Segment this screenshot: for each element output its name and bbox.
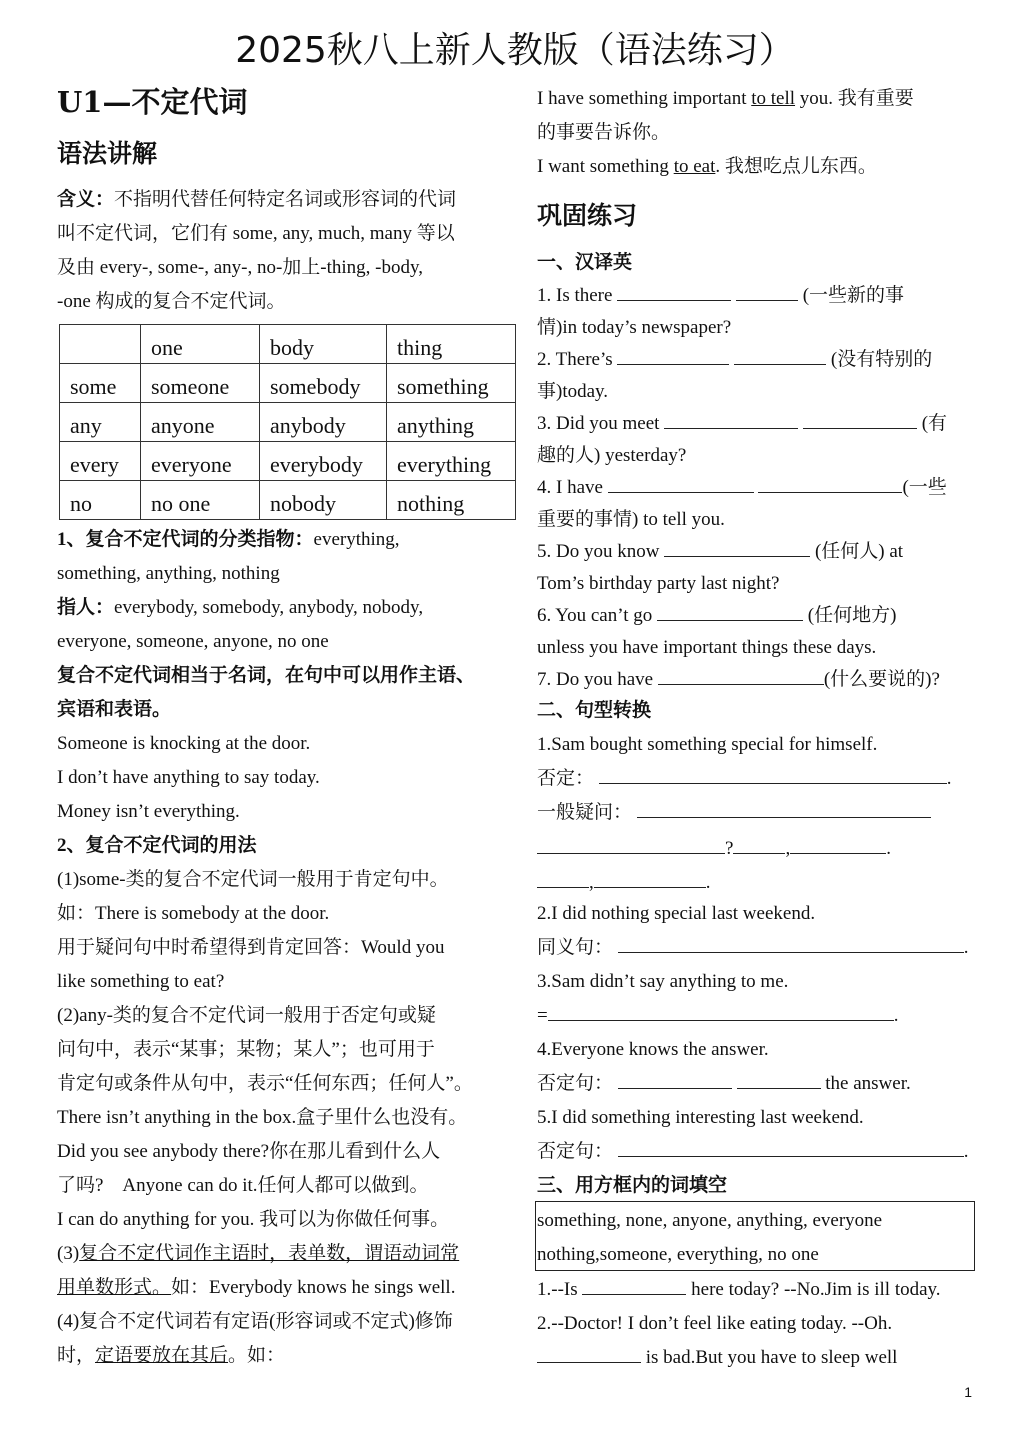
table-cell: body [260, 325, 387, 364]
answer-blank[interactable] [658, 668, 824, 685]
table-cell: no [60, 481, 141, 520]
answer-blank[interactable] [617, 284, 731, 301]
answer-blank[interactable] [737, 1072, 821, 1089]
example-line: Money isn’t everything. [57, 801, 240, 822]
text-line: 宾语和表语。 [57, 699, 172, 720]
text: 一般疑问： [537, 802, 633, 823]
table-cell: nobody [260, 481, 387, 520]
text-line: 趣的人) yesterday? [537, 445, 687, 466]
part-heading: 二、句型转换 [537, 700, 652, 721]
example-line: I don’t have anything to say today. [57, 767, 320, 788]
table-cell: everything [387, 442, 516, 481]
table-cell: thing [387, 325, 516, 364]
answer-blank[interactable] [617, 348, 729, 365]
text-line [57, 1276, 455, 1300]
text-line: Did you see anybody there?你在那儿看到什么人 [57, 1141, 441, 1162]
compound-pronoun-table [59, 324, 516, 520]
table-cell: every [60, 442, 141, 481]
table-row [60, 481, 516, 520]
table-cell: no one [141, 481, 260, 520]
table-cell: one [141, 325, 260, 364]
text: 1. Is there [537, 285, 613, 306]
table-cell: some [60, 364, 141, 403]
text-line: 重要的事情) to tell you. [537, 509, 725, 530]
text-line: I can do anything for you. 我可以为你做任何事。 [57, 1209, 450, 1230]
example-line: Someone is knocking at the door. [57, 733, 311, 754]
text: 5. Do you know [537, 541, 660, 562]
text-line: 事)today. [537, 381, 609, 402]
answer-blank[interactable] [618, 1072, 732, 1089]
text: is bad.But you have to sleep well [645, 1347, 898, 1368]
answer-blank[interactable] [582, 1278, 686, 1295]
text-line [57, 596, 423, 620]
table-cell: anything [387, 403, 516, 442]
text-line: 3.Sam didn’t say anything to me. [537, 971, 789, 992]
text: (有 [921, 413, 948, 434]
text: (一些新的事 [802, 285, 905, 306]
text: 6. You can’t go [537, 605, 653, 626]
text-line: 5.I did something interesting last weekend. [537, 1107, 864, 1128]
answer-blank[interactable] [548, 1004, 894, 1021]
table-cell: somebody [260, 364, 387, 403]
text-line: 问句中，表示“某事；某物；某人”；也可用于 [57, 1039, 435, 1060]
word-box-line: nothing,someone, everything, no one [537, 1244, 819, 1265]
meaning-line: 叫不定代词，它们有 some, any, much, many 等以 [57, 223, 455, 244]
table-cell: something [387, 364, 516, 403]
text: 如：Everybody knows he sings well. [171, 1277, 456, 1298]
answer-blank[interactable] [664, 540, 810, 557]
bold-label: 指人： [57, 597, 115, 618]
text-line: 用于疑问句中时希望得到肯定回答：Would you [57, 937, 445, 958]
text-line [57, 528, 400, 552]
text: (3) [57, 1243, 80, 1264]
answer-blank[interactable] [618, 936, 964, 953]
answer-blank[interactable] [537, 871, 589, 888]
meaning-line: -one 构成的复合不定代词。 [57, 291, 286, 312]
underlined-text: 复合不定代词作主语时，表单数，谓语动词常 [79, 1243, 460, 1264]
answer-blank[interactable] [803, 412, 917, 429]
answer-blank[interactable] [790, 837, 886, 854]
answer-blank[interactable] [537, 837, 725, 854]
text: 否定： [537, 768, 595, 789]
table-row [60, 442, 516, 481]
text-line: 肯定句或条件从句中，表示“任何东西；任何人”。 [57, 1073, 473, 1094]
text: you. 我有重要 [795, 88, 914, 109]
section-heading-practice: 巩固练习 [537, 201, 638, 230]
text: (没有特别的 [830, 349, 933, 370]
text: 4. I have [537, 477, 603, 498]
table-cell: nothing [387, 481, 516, 520]
text-line: 的事要告诉你。 [537, 122, 671, 143]
text: 时， [57, 1345, 96, 1366]
text-line: 2.I did nothing special last weekend. [537, 903, 816, 924]
unit-heading: U1—不定代词 [57, 85, 248, 119]
answer-blank[interactable] [734, 348, 826, 365]
question-4 [537, 476, 947, 500]
text: 否定句： [537, 1073, 614, 1094]
text: (什么要说的)? [823, 669, 940, 690]
text-line: (4)复合不定代词若有定语(形容词或不定式)修饰 [57, 1311, 453, 1332]
answer-blank[interactable] [664, 412, 798, 429]
text-line: everyone, someone, anyone, no one [57, 631, 329, 652]
text-line: 了吗? Anyone can do it.任何人都可以做到。 [57, 1175, 429, 1196]
answer-blank[interactable] [637, 801, 931, 818]
table-cell: anybody [260, 403, 387, 442]
table-row [60, 364, 516, 403]
answer-blank[interactable] [657, 604, 803, 621]
word-box-line: something, none, anyone, anything, everyone [537, 1210, 883, 1231]
underlined-text: 定语要放在其后 [95, 1345, 229, 1366]
text: here today? --No.Jim is ill today. [691, 1279, 941, 1300]
text: . 我想吃点儿东西。 [715, 156, 877, 177]
meaning-line [57, 188, 456, 212]
question-2 [537, 348, 932, 372]
answer-blank[interactable] [758, 476, 902, 493]
question-5 [537, 540, 903, 564]
text: (任何人) at [814, 541, 904, 562]
table-cell: anyone [141, 403, 260, 442]
text: I want something [537, 156, 674, 177]
answer-blank[interactable] [608, 476, 754, 493]
meaning-text: 不指明代替任何特定名词或形容词的代词 [114, 189, 457, 210]
text-line [57, 1344, 285, 1368]
part-heading: 三、用方框内的词填空 [537, 1175, 728, 1196]
text-line: There isn’t anything in the box.盒子里什么也没有。 [57, 1107, 468, 1128]
table-cell: any [60, 403, 141, 442]
question-line [537, 1278, 941, 1302]
text-line: 1.Sam bought something special for himself. [537, 734, 878, 755]
text: 3. Did you meet [537, 413, 660, 434]
underlined-text: 用单数形式。 [57, 1277, 172, 1298]
text-line: 4.Everyone knows the answer. [537, 1039, 769, 1060]
text-line: 复合不定代词相当于名词，在句中可以用作主语、 [57, 665, 476, 686]
meaning-label: 含义： [57, 189, 115, 210]
answer-blank[interactable] [733, 837, 785, 854]
table-cell [60, 325, 141, 364]
question-line [537, 1072, 911, 1096]
answer-blank[interactable] [537, 1346, 641, 1363]
text-line: 2、复合不定代词的用法 [57, 835, 257, 856]
answer-blank[interactable] [736, 284, 798, 301]
table-cell: someone [141, 364, 260, 403]
question-line [537, 801, 931, 825]
answer-blank[interactable] [594, 871, 706, 888]
question-line: , . [537, 871, 711, 895]
question-line: 否定： . [537, 768, 952, 789]
question-line [537, 1346, 897, 1370]
question-6 [537, 604, 896, 628]
text-line [537, 155, 877, 179]
text-line: 如：There is somebody at the door. [57, 903, 330, 924]
text-line [57, 1242, 459, 1266]
table-row [60, 403, 516, 442]
text: (任何地方) [807, 605, 897, 626]
text: everything, [313, 529, 400, 550]
text: = [537, 1005, 548, 1026]
text: everybody, somebody, anybody, nobody, [114, 597, 424, 618]
text: 。如： [228, 1345, 286, 1366]
text-line [537, 87, 914, 111]
text-line: 2.--Doctor! I don’t feel like eating today. --Oh. [537, 1313, 893, 1334]
question-line: 否定句： . [537, 1141, 969, 1162]
underlined-text: to eat [673, 156, 716, 177]
text-line: (1)some-类的复合不定代词一般用于肯定句中。 [57, 869, 449, 890]
question-1 [537, 284, 904, 308]
question-3 [537, 412, 947, 436]
table-cell: everyone [141, 442, 260, 481]
bold-label: 1、复合不定代词的分类指物： [57, 529, 314, 550]
meaning-line: 及由 every-, some-, any-, no-加上-thing, -body, [57, 257, 424, 278]
text-line: something, anything, nothing [57, 563, 280, 584]
question-7 [537, 668, 940, 692]
table-header-row [60, 325, 516, 364]
text-line: like something to eat? [57, 971, 225, 992]
text: 1.--Is [537, 1279, 578, 1300]
question-line: 同义句： . [537, 937, 969, 958]
text-line: (2)any-类的复合不定代词一般用于否定句或疑 [57, 1005, 436, 1026]
underlined-text: to tell [751, 88, 796, 109]
text: the answer. [825, 1073, 911, 1094]
part-heading: 一、汉译英 [537, 252, 633, 273]
text: (一些 [902, 477, 947, 498]
page-number: 1 [964, 1384, 972, 1400]
answer-blank[interactable] [599, 767, 947, 784]
text: 7. Do you have [537, 669, 654, 690]
answer-blank[interactable] [618, 1140, 964, 1157]
section-heading-grammar: 语法讲解 [57, 139, 158, 168]
text-line: 情)in today’s newspaper? [537, 317, 732, 338]
table-cell: everybody [260, 442, 387, 481]
text: 2. There’s [537, 349, 613, 370]
text: I have something important [537, 88, 752, 109]
question-line: = . [537, 1005, 899, 1026]
text: 否定句： [537, 1141, 614, 1162]
page-title: 2025秋八上新人教版（语法练习） [235, 30, 795, 71]
question-line: ? , . [537, 837, 891, 861]
text-line: unless you have important things these days. [537, 637, 877, 658]
text-line: Tom’s birthday party last night? [537, 573, 780, 594]
text: 同义句： [537, 937, 614, 958]
